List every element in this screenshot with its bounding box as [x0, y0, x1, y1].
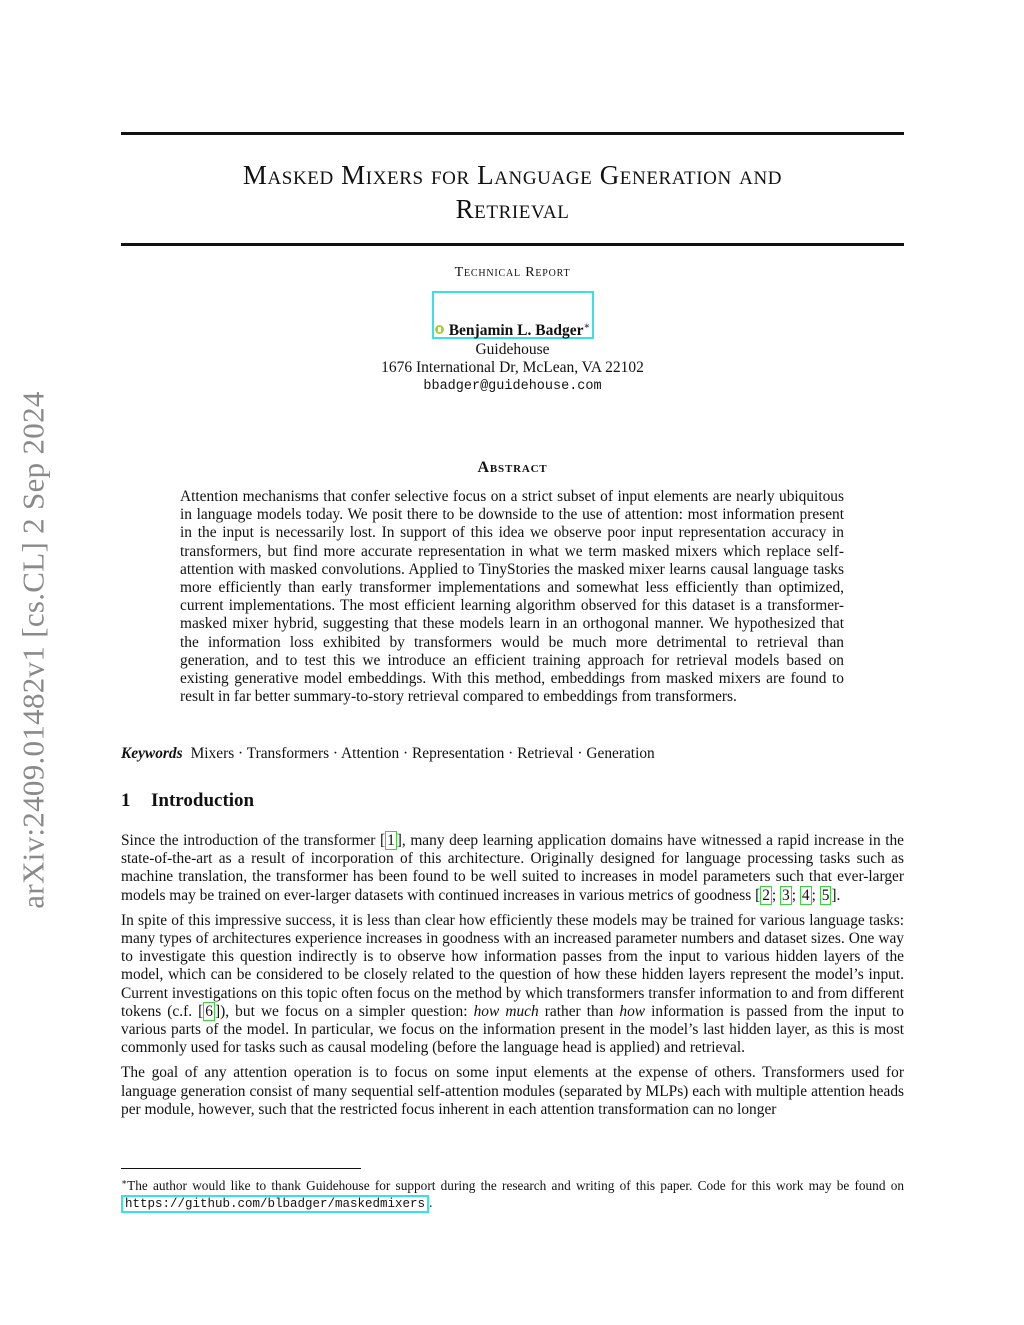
paragraph-3: The goal of any attention operation is to focus on some input elements at the expense of others. Transformers used for language generation consist of many sequential self-attention modules (separated by MLPs) each with multiple attention heads per module, however, such that the restricted focus inherent in each attention transformation can no longer [121, 1064, 904, 1118]
paragraph-1: Since the introduction of the transformer [ 1 ], many deep learning application domains have witnessed a rapid increase in the state-of-the-art as a result of incorporation of this architecture. Originally designed for language processing tasks such as machine translation, the transformer has been found to be well suited to increases in model parameters such that ever-larger models may be trained on ever-larger datasets with continued increases in various metrics of goodness [ 2 ; 3 ; 4 ; 5 ]. [121, 832, 904, 904]
paper-title-line-2: Retrieval [455, 194, 570, 224]
footnote-text: The author would like to thank Guidehouse for support during the research and writing of this paper. Code for this work may be found on [127, 1178, 904, 1193]
footnote-marker: ∗ [121, 1177, 128, 1187]
paragraph-2: In spite of this impressive success, it is less than clear how efficiently these models may be trained for various language tasks: many types of architectures experience increases in goodness with an increased parameter numbers and dataset sizes. One way to investigate this question indirectly is to observe how information passes from the input to various hidden layers of the model, which can be considered to be closely related to the question of how these hidden layers represent the model’s input. Current investigations on this topic often focus on the method by which transformers transfer information to and from different tokens (c.f. [ 6 ]), but we focus on a simpler question: how much rather than how information is passed from the input to various parts of the model. In particular, we focus on the information present in the model’s last hidden layer, as this is most commonly used for tasks such as causal modeling (before the language head is applied) and retrieval. [121, 911, 904, 1057]
report-type: Technical Report [454, 265, 571, 280]
code-repository-link[interactable]: https://github.com/blbadger/maskedmixers [121, 1195, 429, 1213]
orcid-icon[interactable] [435, 325, 444, 334]
title-bottom-rule [121, 243, 904, 246]
citation-link[interactable]: 4 [801, 886, 810, 904]
section-heading [121, 790, 254, 812]
arxiv-identifier [4, 370, 64, 930]
citation-link[interactable]: 2 [762, 886, 770, 904]
author-address: 1676 International Dr, McLean, VA 22102 [381, 359, 644, 376]
citation-link[interactable]: 3 [782, 886, 790, 904]
keywords-list: Mixers · Transformers · Attention · Representation · Retrieval · Generation [190, 745, 655, 762]
citation-link[interactable]: 1 [387, 832, 395, 849]
introduction-body [121, 832, 904, 1126]
author-affiliation: Guidehouse [475, 340, 550, 358]
author-footnote-marker[interactable]: ∗ [583, 321, 591, 332]
citation-link[interactable]: 6 [205, 1002, 213, 1020]
citation-link[interactable]: 5 [821, 886, 830, 904]
section-number: 1 [121, 790, 131, 811]
paper-title-line-1: Masked Mixers for Language Generation and [242, 160, 783, 190]
abstract-text: Attention mechanisms that confer selective focus on a strict subset of input elements are nearly ubiquitous in language models today. We posit there to be downside to the use of attention: most information present in the input is necessarily lost. In support of this idea we observe poor input representation accuracy in transformers, but find more accurate representation in what we term masked mixers which replace self-attention with masked convolutions. Applied to TinyStories the masked mixer learns causal language tasks more efficiently than early transformer implementations and somewhat less efficiently than optimized, current implementations. The most efficient learning algorithm observed for this dataset is a transformer-masked mixer hybrid, suggesting that these models learn in an orthogonal manner. We hypothesized that the information loss exhibited by transformers would be much more detrimental to retrieval than generation, and to test this we introduce an efficient training approach for retrieval models based on existing generative model embeddings. With this method, embeddings from masked mixers are found to result in far better summary-to-story retrieval compared to embeddings from transformers. [180, 488, 844, 706]
section-title: Introduction [151, 790, 255, 811]
arxiv-identifier-text: arXiv:2409.01482v1 [cs.CL] 2 Sep 2024 [16, 391, 52, 909]
keywords-label: Keywords [121, 745, 183, 762]
author-email: bbadger@guidehouse.com [423, 378, 602, 394]
abstract-heading: Abstract [477, 459, 548, 476]
footnote-rule [121, 1168, 361, 1169]
author-block [121, 318, 904, 396]
footnote: ∗The author would like to thank Guidehouse for support during the research and writing of this paper. Code for this work may be found on https://github.com/blbadger/maskedmixers . [121, 1177, 904, 1211]
author-name[interactable]: Benjamin L. Badger [448, 322, 584, 339]
keywords [121, 745, 655, 763]
title-top-rule [121, 132, 904, 135]
paper-title [121, 158, 904, 226]
